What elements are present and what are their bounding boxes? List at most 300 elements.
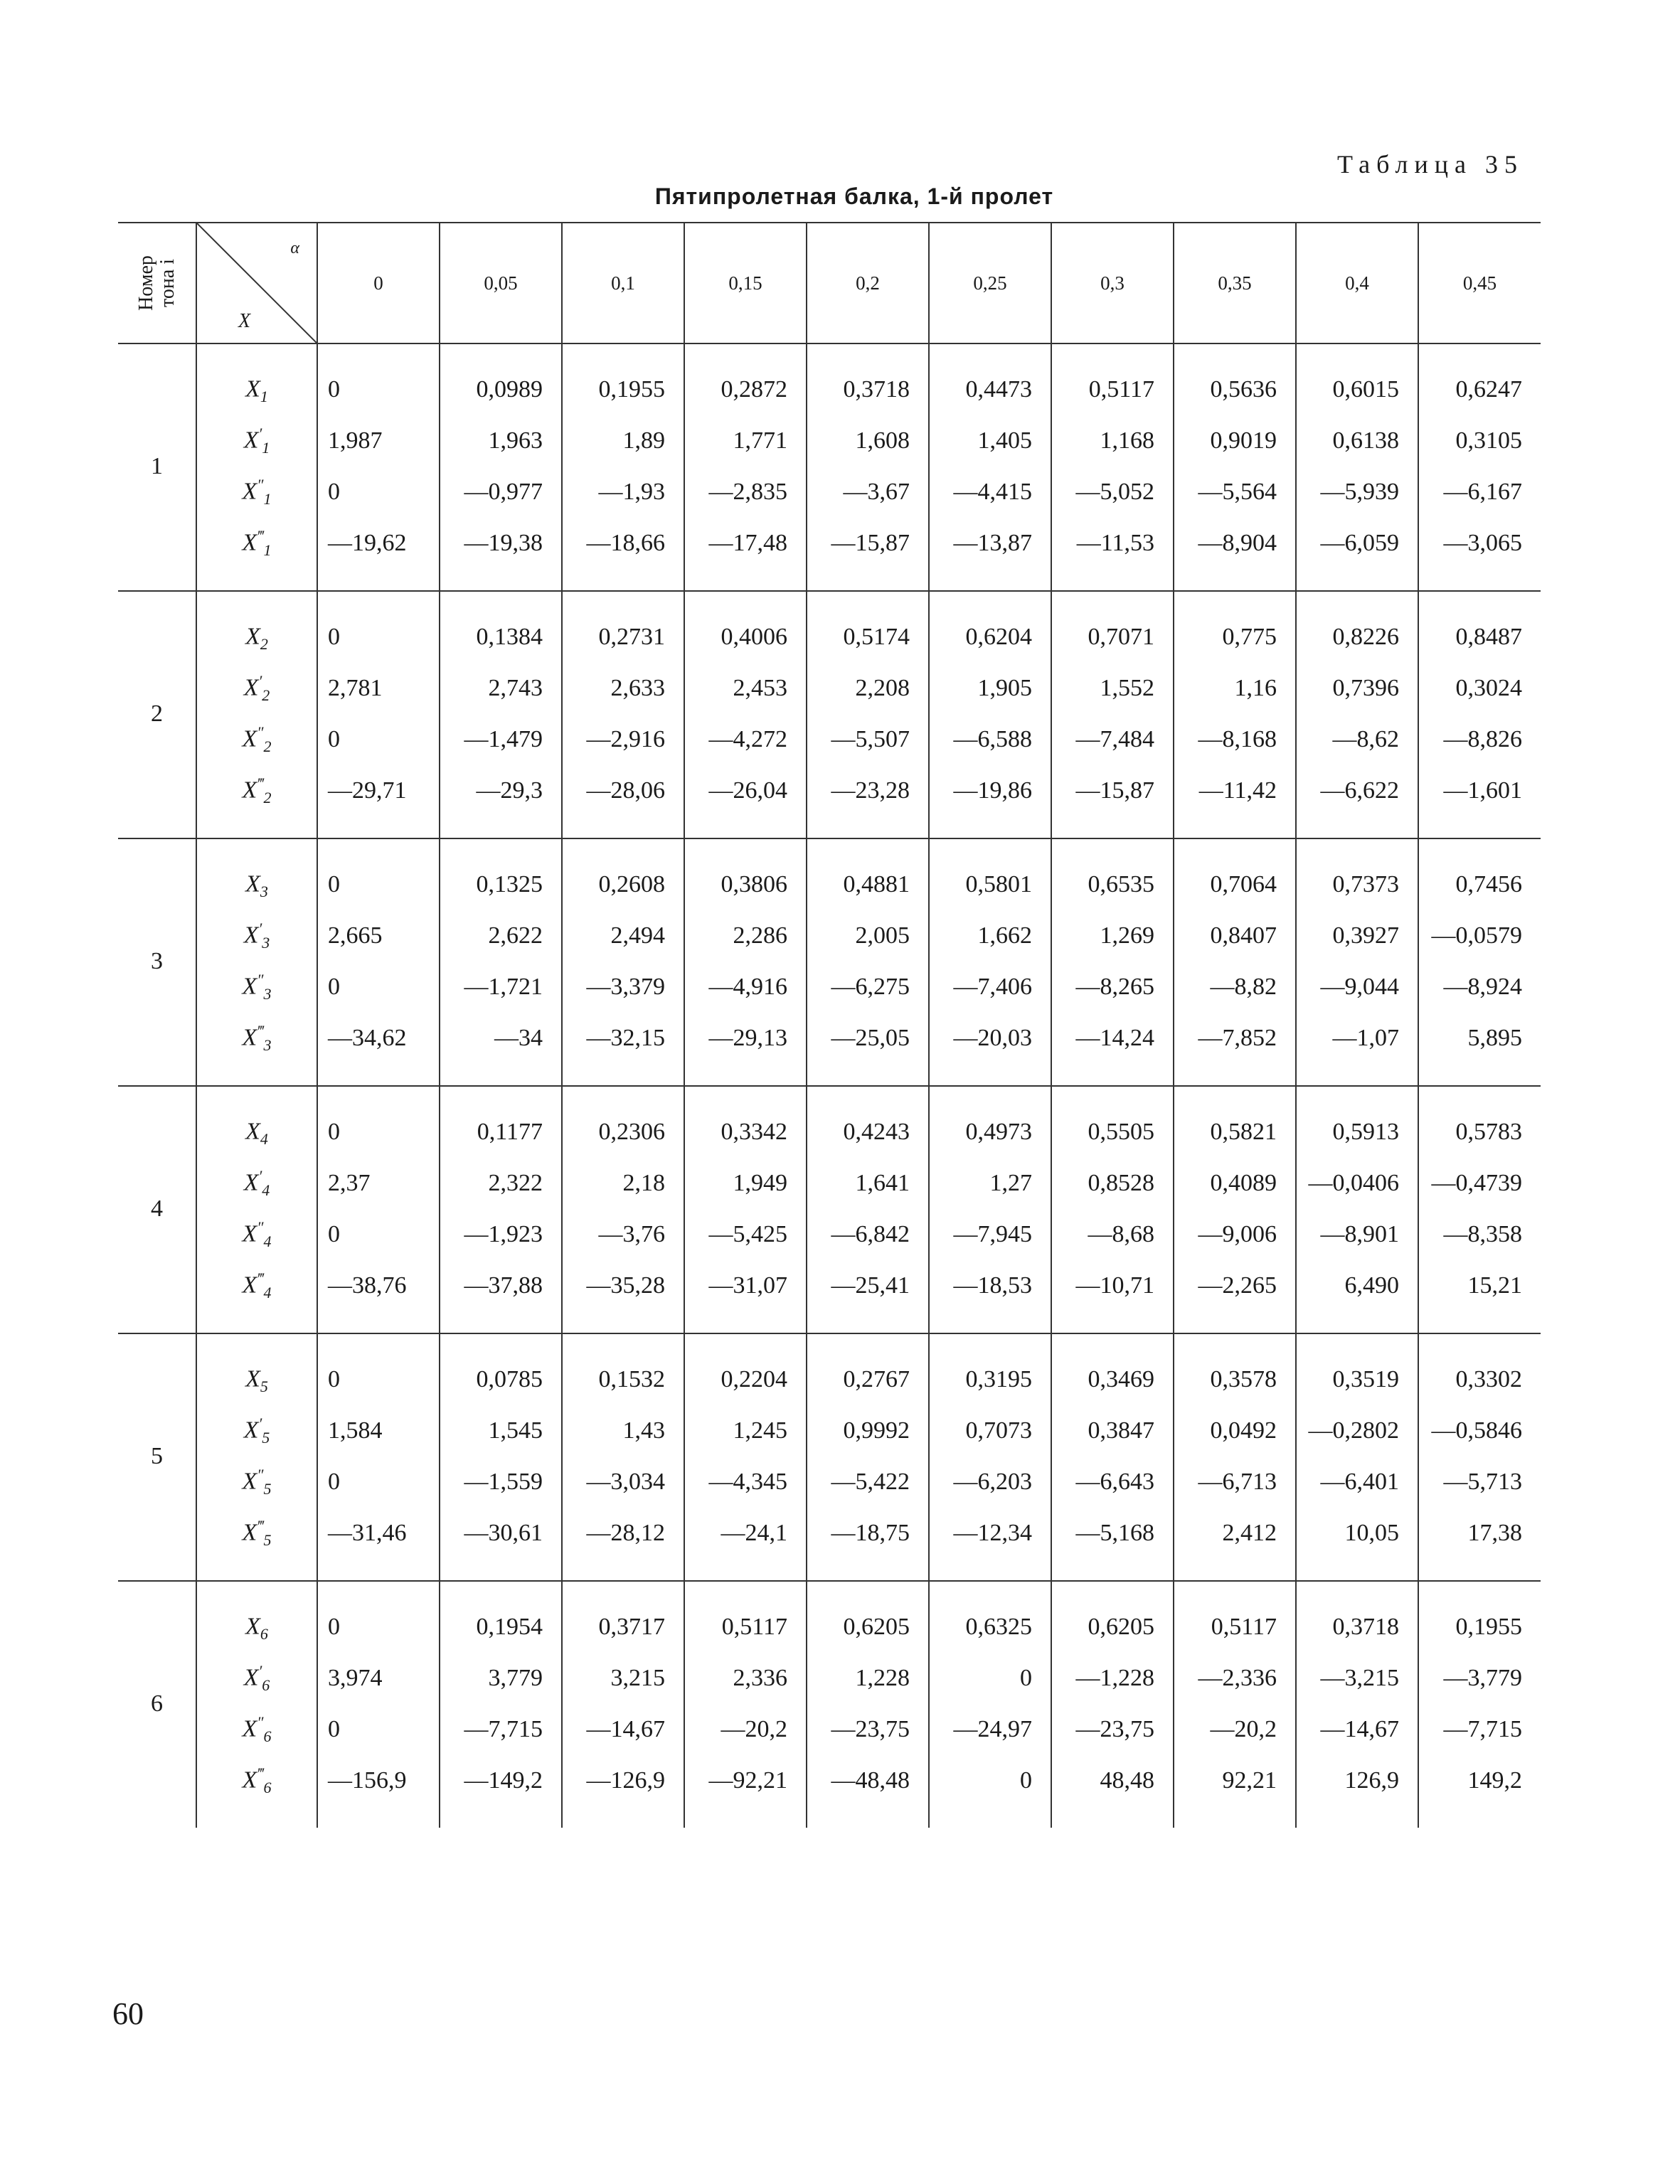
value-cell: —28,06	[562, 765, 684, 816]
value-cell: 0,3806	[684, 859, 807, 910]
value-cell: —7,852	[1174, 1013, 1296, 1064]
value-cell: 0,1325	[440, 859, 562, 910]
mode-number-cell: 4	[151, 1195, 163, 1222]
value-cell: 1,608	[807, 415, 929, 467]
value-cell: —8,82	[1174, 962, 1296, 1013]
table-row	[118, 1013, 1541, 1064]
spacer-cell	[1051, 1581, 1174, 1602]
mode-label-line2: тона i	[156, 258, 179, 308]
symbol-subscript: 2	[263, 737, 272, 756]
value-cell: 2,208	[807, 663, 929, 714]
value-cell: —15,87	[807, 518, 929, 569]
function-symbol-cell	[196, 714, 317, 765]
symbol-letter: X	[242, 478, 257, 505]
symbol-subscript: 3	[263, 1036, 272, 1055]
value-cell: —149,2	[440, 1755, 562, 1806]
symbol-subscript: 2	[262, 686, 270, 705]
value-cell: 2,743	[440, 663, 562, 714]
value-cell: —0,0406	[1296, 1158, 1418, 1209]
value-cell: —8,904	[1174, 518, 1296, 569]
function-symbol-cell	[196, 415, 317, 467]
value-cell: —7,715	[1418, 1704, 1541, 1755]
value-cell: 0	[317, 714, 440, 765]
alpha-column-header: 0,35	[1174, 223, 1296, 343]
spacer-cell	[196, 569, 317, 591]
value-cell: 0,2608	[562, 859, 684, 910]
value-cell: 0,1177	[440, 1107, 562, 1158]
value-cell: 2,412	[1174, 1508, 1296, 1559]
value-cell: —4,345	[684, 1456, 807, 1508]
value-cell: —1,479	[440, 714, 562, 765]
table-row	[118, 467, 1541, 518]
spacer-cell	[1296, 1806, 1418, 1828]
spacer-cell	[929, 1086, 1051, 1107]
spacer-cell	[317, 1559, 440, 1581]
spacer-cell	[562, 591, 684, 612]
table-row	[118, 663, 1541, 714]
spacer-cell	[1296, 1333, 1418, 1354]
mode-number-cell: 1	[151, 453, 163, 479]
value-cell: 0	[317, 1456, 440, 1508]
value-cell: 2,18	[562, 1158, 684, 1209]
table-row	[118, 612, 1541, 663]
spacer-cell	[684, 1064, 807, 1086]
spacer-cell	[1174, 1559, 1296, 1581]
symbol-subscript: 6	[262, 1676, 270, 1695]
group-spacer-row	[118, 1333, 1541, 1354]
value-cell: —29,3	[440, 765, 562, 816]
spacer-cell	[317, 591, 440, 612]
function-symbol-cell	[196, 962, 317, 1013]
spacer-cell	[929, 1559, 1051, 1581]
value-cell: 0,3718	[1296, 1602, 1418, 1653]
value-cell: —7,945	[929, 1209, 1051, 1260]
symbol-prime: ″	[257, 1218, 264, 1236]
value-cell: —13,87	[929, 518, 1051, 569]
spacer-cell	[1296, 1581, 1418, 1602]
value-cell: —4,272	[684, 714, 807, 765]
value-cell: 3,779	[440, 1653, 562, 1704]
value-cell: 0	[317, 1602, 440, 1653]
spacer-cell	[118, 838, 196, 859]
value-cell: —5,425	[684, 1209, 807, 1260]
table-row	[118, 415, 1541, 467]
symbol-prime: ‴	[257, 1516, 264, 1535]
value-cell: 0,5913	[1296, 1107, 1418, 1158]
spacer-cell	[684, 1581, 807, 1602]
value-cell: 0,5636	[1174, 364, 1296, 415]
symbol-subscript: 5	[263, 1480, 272, 1498]
value-cell: 2,322	[440, 1158, 562, 1209]
function-symbol-cell	[196, 1704, 317, 1755]
spacer-cell	[196, 1086, 317, 1107]
table-row	[118, 1405, 1541, 1456]
alpha-column-header: 0,45	[1418, 223, 1541, 343]
table-row	[118, 765, 1541, 816]
value-cell: 0,4089	[1174, 1158, 1296, 1209]
value-cell: 0,2204	[684, 1354, 807, 1405]
spacer-cell	[1296, 1086, 1418, 1107]
symbol-subscript: 3	[263, 985, 272, 1003]
value-cell: —6,588	[929, 714, 1051, 765]
value-cell: 0,4243	[807, 1107, 929, 1158]
symbol-subscript: 4	[260, 1130, 268, 1149]
value-cell: —5,052	[1051, 467, 1174, 518]
spacer-cell	[929, 1806, 1051, 1828]
value-cell: —5,422	[807, 1456, 929, 1508]
table-row	[118, 1602, 1541, 1653]
value-cell: 126,9	[1296, 1755, 1418, 1806]
value-cell: 0	[929, 1653, 1051, 1704]
spacer-cell	[196, 838, 317, 859]
function-symbol-cell	[196, 364, 317, 415]
symbol-subscript: 4	[262, 1181, 270, 1200]
symbol-letter: X	[242, 1024, 257, 1051]
spacer-cell	[807, 1806, 929, 1828]
spacer-cell	[562, 816, 684, 838]
value-cell: —6,167	[1418, 467, 1541, 518]
value-cell: 0,6247	[1418, 364, 1541, 415]
value-cell: 0,4473	[929, 364, 1051, 415]
value-cell: 0,7396	[1296, 663, 1418, 714]
table-label: Таблица 35	[1337, 150, 1524, 179]
value-cell: 0,775	[1174, 612, 1296, 663]
spacer-cell	[807, 569, 929, 591]
mode-number-cell: 5	[151, 1443, 163, 1469]
spacer-cell	[807, 816, 929, 838]
table-row	[118, 714, 1541, 765]
spacer-cell	[684, 1086, 807, 1107]
spacer-cell	[1296, 569, 1418, 591]
value-cell: 1,168	[1051, 415, 1174, 467]
symbol-letter: X	[242, 1519, 257, 1546]
value-cell: —8,168	[1174, 714, 1296, 765]
function-symbol-cell	[196, 1107, 317, 1158]
symbol-subscript: 1	[262, 439, 270, 457]
value-cell: —20,03	[929, 1013, 1051, 1064]
spacer-cell	[118, 343, 196, 364]
spacer-cell	[1174, 1311, 1296, 1333]
value-cell: 2,37	[317, 1158, 440, 1209]
value-cell: 0,1955	[1418, 1602, 1541, 1653]
table-row	[118, 1653, 1541, 1704]
value-cell: 1,27	[929, 1158, 1051, 1209]
spacer-cell	[1174, 1064, 1296, 1086]
value-cell: 1,228	[807, 1653, 929, 1704]
value-cell: —6,622	[1296, 765, 1418, 816]
table-row	[118, 859, 1541, 910]
value-cell: —1,721	[440, 962, 562, 1013]
spacer-cell	[1051, 343, 1174, 364]
symbol-letter: X	[245, 1365, 260, 1392]
value-cell: —30,61	[440, 1508, 562, 1559]
spacer-cell	[684, 591, 807, 612]
value-cell: 0,3342	[684, 1107, 807, 1158]
value-cell: 0,5783	[1418, 1107, 1541, 1158]
spacer-cell	[440, 591, 562, 612]
spacer-cell	[1418, 1311, 1541, 1333]
spacer-cell	[929, 1581, 1051, 1602]
value-cell: 0,8487	[1418, 612, 1541, 663]
value-cell: —38,76	[317, 1260, 440, 1311]
spacer-cell	[1296, 816, 1418, 838]
value-cell: 0,2872	[684, 364, 807, 415]
spacer-cell	[196, 816, 317, 838]
group-spacer-row	[118, 838, 1541, 859]
table-row	[118, 1456, 1541, 1508]
spacer-cell	[1418, 1086, 1541, 1107]
spacer-cell	[196, 343, 317, 364]
symbol-subscript: 3	[260, 883, 268, 901]
value-cell: —6,059	[1296, 518, 1418, 569]
group-spacer-row	[118, 1559, 1541, 1581]
symbol-prime: ‴	[257, 774, 264, 792]
spacer-cell	[562, 343, 684, 364]
value-cell: 3,215	[562, 1653, 684, 1704]
symbol-letter: X	[242, 1468, 257, 1495]
symbol-letter: X	[243, 1664, 259, 1691]
value-cell: —8,826	[1418, 714, 1541, 765]
value-cell: 0,4881	[807, 859, 929, 910]
spacer-cell	[1174, 1581, 1296, 1602]
value-cell: 2,005	[807, 910, 929, 962]
value-cell: —15,87	[1051, 765, 1174, 816]
spacer-cell	[118, 1333, 196, 1354]
spacer-cell	[1418, 569, 1541, 591]
value-cell: 2,494	[562, 910, 684, 962]
function-symbol-cell	[196, 765, 317, 816]
spacer-cell	[440, 816, 562, 838]
value-cell: 0,6015	[1296, 364, 1418, 415]
value-cell: 0,2767	[807, 1354, 929, 1405]
mode-label-line1: Номер	[134, 255, 157, 311]
value-cell: —7,406	[929, 962, 1051, 1013]
spacer-cell	[440, 1086, 562, 1107]
value-cell: —23,75	[1051, 1704, 1174, 1755]
page-number: 60	[112, 1996, 144, 2031]
value-cell: —14,67	[562, 1704, 684, 1755]
header-row	[118, 223, 1541, 343]
value-cell: 2,781	[317, 663, 440, 714]
value-cell: 1,987	[317, 415, 440, 467]
value-cell: —18,75	[807, 1508, 929, 1559]
alpha-column-header: 0,15	[684, 223, 807, 343]
value-cell: 2,336	[684, 1653, 807, 1704]
value-cell: —3,67	[807, 467, 929, 518]
value-cell: 0,2306	[562, 1107, 684, 1158]
value-cell: 0,7456	[1418, 859, 1541, 910]
value-cell: —5,713	[1418, 1456, 1541, 1508]
symbol-letter: X	[242, 1220, 257, 1247]
spacer-cell	[807, 1064, 929, 1086]
value-cell: —19,62	[317, 518, 440, 569]
spacer-cell	[1174, 816, 1296, 838]
spacer-cell	[684, 1333, 807, 1354]
spacer-cell	[1174, 569, 1296, 591]
spacer-cell	[196, 1333, 317, 1354]
value-cell: —8,901	[1296, 1209, 1418, 1260]
spacer-cell	[1051, 1806, 1174, 1828]
spacer-cell	[562, 838, 684, 859]
value-cell: —7,715	[440, 1704, 562, 1755]
value-cell: —28,12	[562, 1508, 684, 1559]
value-cell: 1,963	[440, 415, 562, 467]
function-symbol-cell	[196, 859, 317, 910]
spacer-cell	[1174, 343, 1296, 364]
table-row	[118, 1508, 1541, 1559]
spacer-cell	[807, 1311, 929, 1333]
value-cell: —0,4739	[1418, 1158, 1541, 1209]
spacer-cell	[196, 1559, 317, 1581]
spacer-cell	[118, 591, 196, 612]
alpha-column-header: 0,25	[929, 223, 1051, 343]
value-cell: —1,923	[440, 1209, 562, 1260]
spacer-cell	[196, 1581, 317, 1602]
spacer-cell	[562, 1333, 684, 1354]
symbol-letter: X	[242, 1767, 257, 1794]
value-cell: —8,924	[1418, 962, 1541, 1013]
value-cell: —0,0579	[1418, 910, 1541, 962]
spacer-cell	[1296, 343, 1418, 364]
spacer-cell	[317, 1086, 440, 1107]
spacer-cell	[684, 343, 807, 364]
value-cell: 0,5117	[1051, 364, 1174, 415]
spacer-cell	[440, 1311, 562, 1333]
spacer-cell	[684, 816, 807, 838]
symbol-prime: ″	[257, 475, 264, 494]
value-cell: 1,269	[1051, 910, 1174, 962]
symbol-letter: X	[243, 922, 259, 949]
value-cell: —31,07	[684, 1260, 807, 1311]
value-cell: 3,974	[317, 1653, 440, 1704]
spacer-cell	[1051, 816, 1174, 838]
symbol-letter: X	[242, 777, 257, 804]
value-cell: —10,71	[1051, 1260, 1174, 1311]
value-cell: —3,215	[1296, 1653, 1418, 1704]
spacer-cell	[929, 1311, 1051, 1333]
mode-column-header	[118, 223, 196, 343]
spacer-cell	[1051, 1333, 1174, 1354]
symbol-letter: X	[245, 1613, 260, 1640]
group-spacer-row	[118, 816, 1541, 838]
value-cell: 0,7071	[1051, 612, 1174, 663]
function-symbol-cell	[196, 1209, 317, 1260]
spacer-cell	[317, 569, 440, 591]
spacer-cell	[317, 1581, 440, 1602]
value-cell: —4,415	[929, 467, 1051, 518]
value-cell: 0	[317, 1704, 440, 1755]
table-row	[118, 1107, 1541, 1158]
value-cell: 0,0989	[440, 364, 562, 415]
table-row	[118, 962, 1541, 1013]
value-cell: 0,6204	[929, 612, 1051, 663]
value-cell: —6,643	[1051, 1456, 1174, 1508]
value-cell: 0,6138	[1296, 415, 1418, 467]
symbol-letter: X	[245, 1118, 260, 1145]
symbol-letter: X	[242, 529, 257, 556]
spacer-cell	[929, 1333, 1051, 1354]
function-symbol-cell	[196, 1260, 317, 1311]
value-cell: 1,545	[440, 1405, 562, 1456]
spacer-cell	[317, 1064, 440, 1086]
table-row	[118, 1209, 1541, 1260]
value-cell: 0	[317, 859, 440, 910]
symbol-subscript: 5	[260, 1378, 268, 1396]
spacer-cell	[440, 1559, 562, 1581]
value-cell: —6,203	[929, 1456, 1051, 1508]
spacer-cell	[1174, 591, 1296, 612]
value-cell: 0,3469	[1051, 1354, 1174, 1405]
symbol-prime: ′	[258, 424, 262, 442]
value-cell: 0,3105	[1418, 415, 1541, 467]
symbol-prime: ′	[258, 671, 262, 690]
spacer-cell	[118, 1086, 196, 1107]
value-cell: 0,0492	[1174, 1405, 1296, 1456]
spacer-cell	[562, 1311, 684, 1333]
spacer-cell	[807, 838, 929, 859]
value-cell: 0,3718	[807, 364, 929, 415]
spacer-cell	[929, 591, 1051, 612]
value-cell: 0,7073	[929, 1405, 1051, 1456]
value-cell: —3,034	[562, 1456, 684, 1508]
value-cell: —24,97	[929, 1704, 1051, 1755]
symbol-letter: X	[243, 427, 259, 454]
spacer-cell	[1174, 1333, 1296, 1354]
table-row	[118, 1354, 1541, 1405]
symbol-subscript: 5	[262, 1429, 270, 1447]
function-symbol-cell	[196, 1354, 317, 1405]
table-row	[118, 1158, 1541, 1209]
symbol-prime: ‴	[257, 1764, 264, 1782]
value-cell: —23,28	[807, 765, 929, 816]
value-cell: 0,5821	[1174, 1107, 1296, 1158]
spacer-cell	[1296, 591, 1418, 612]
symbol-prime: ′	[258, 1166, 262, 1185]
spacer-cell	[440, 343, 562, 364]
value-cell: —48,48	[807, 1755, 929, 1806]
value-cell: 0,1532	[562, 1354, 684, 1405]
function-symbol-cell	[196, 612, 317, 663]
value-cell: 0,7373	[1296, 859, 1418, 910]
value-cell: —1,93	[562, 467, 684, 518]
group-spacer-row	[118, 343, 1541, 364]
spacer-cell	[1418, 343, 1541, 364]
value-cell: 0,6535	[1051, 859, 1174, 910]
spacer-cell	[118, 1806, 196, 1828]
value-cell: 92,21	[1174, 1755, 1296, 1806]
spacer-cell	[807, 591, 929, 612]
spacer-cell	[1296, 838, 1418, 859]
value-cell: 5,895	[1418, 1013, 1541, 1064]
value-cell: —2,265	[1174, 1260, 1296, 1311]
value-cell: 0,3519	[1296, 1354, 1418, 1405]
value-cell: —2,835	[684, 467, 807, 518]
spacer-cell	[1296, 1311, 1418, 1333]
symbol-prime: ′	[258, 1661, 262, 1680]
spacer-cell	[1051, 591, 1174, 612]
function-symbol-cell	[196, 1405, 317, 1456]
symbol-prime: ‴	[257, 1269, 264, 1287]
value-cell: —156,9	[317, 1755, 440, 1806]
group-spacer-row	[118, 1064, 1541, 1086]
spacer-cell	[317, 838, 440, 859]
symbol-subscript: 3	[262, 934, 270, 952]
value-cell: —23,75	[807, 1704, 929, 1755]
spacer-cell	[1418, 1559, 1541, 1581]
value-cell: 1,89	[562, 415, 684, 467]
function-symbol-cell	[196, 518, 317, 569]
value-cell: —9,044	[1296, 962, 1418, 1013]
